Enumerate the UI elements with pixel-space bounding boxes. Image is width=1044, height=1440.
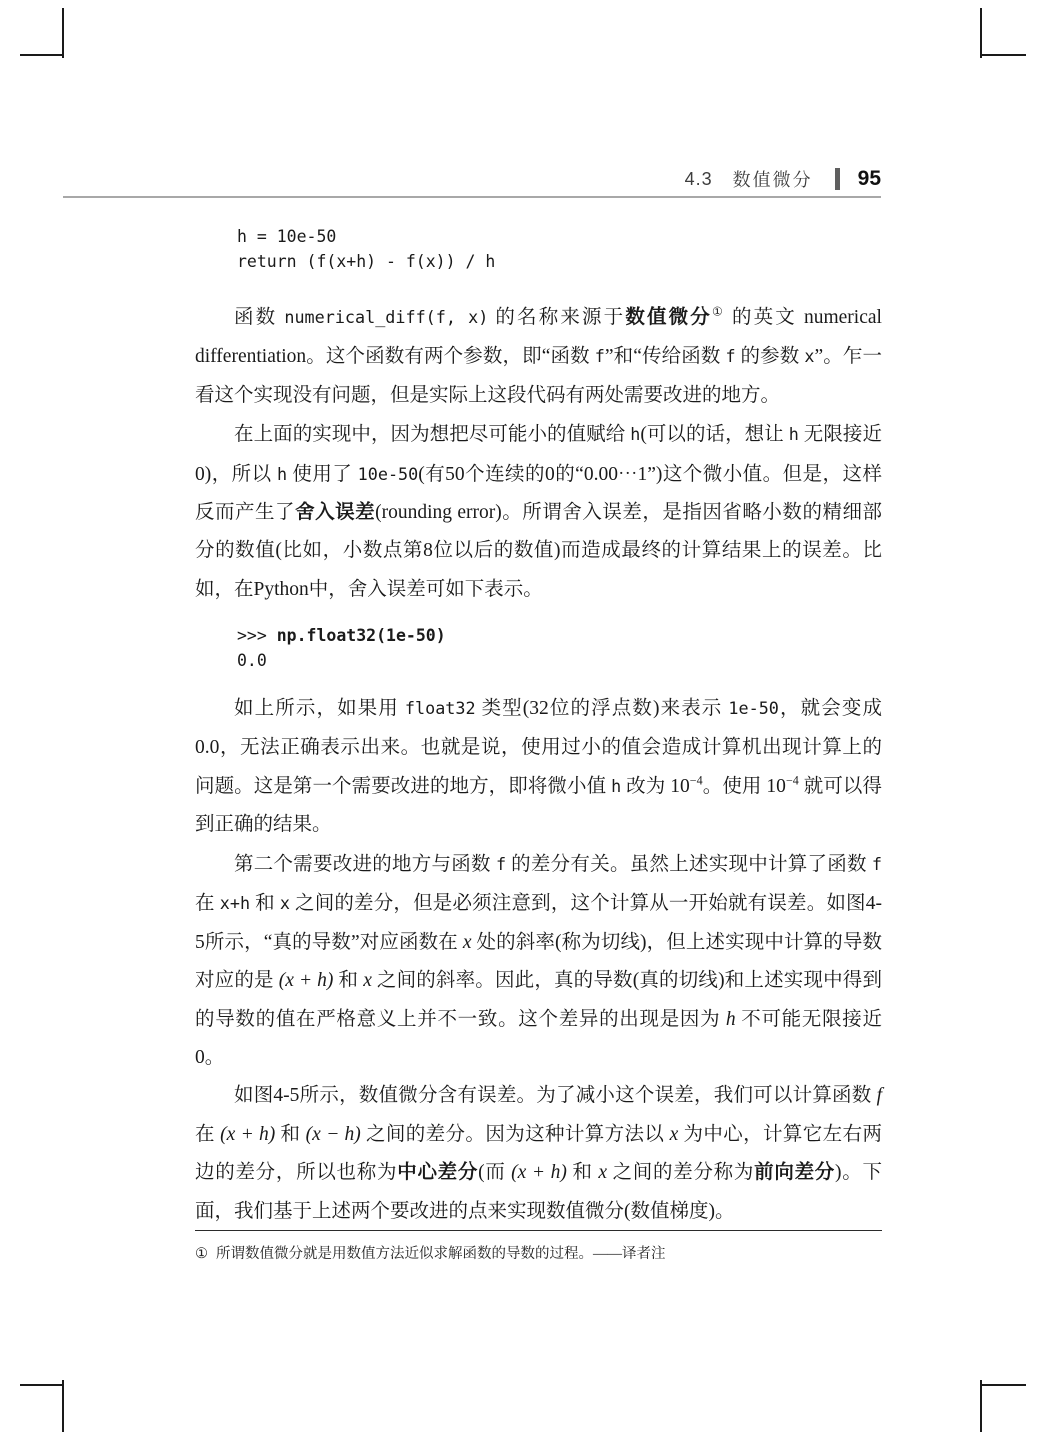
- text-run: (x + h): [511, 1162, 567, 1184]
- text-run: 。使用 10: [702, 776, 786, 798]
- text-run: 在上面的实现中，因为想把尽可能小的值赋给: [234, 424, 631, 446]
- text-run: ，就会变成0.0，无法正确表示出来。也就是说，使用过小的值会造成计算机出现计算上的问题。这是第一个需要改进的地方，即将微小值: [195, 698, 882, 798]
- text-run: h: [630, 424, 641, 445]
- text-run: (有50个连续的0的“0.00⋯1”)这个微小值。但是，这样反而产生了: [195, 463, 882, 524]
- text-run: 的名称来源于: [488, 307, 626, 328]
- text-run: f: [876, 1085, 882, 1107]
- text-run: 10e-50: [357, 463, 419, 484]
- footnote: [195, 1230, 882, 1265]
- footnote-marker: ①: [195, 1246, 208, 1262]
- section-title: 数值微分: [732, 170, 813, 190]
- text-run: (x + h): [278, 970, 334, 992]
- text-run: float32: [404, 698, 476, 719]
- text-run: 改为 10: [621, 776, 690, 798]
- text-run: (rounding error)。所谓舍入误差，是指因省略小数的精细部分的数值(比如，小数点第8位以后的数值)而造成最终的计算结果上的误差。比如，在Python中，舍入误差可如下表示。: [195, 502, 882, 600]
- text-run: h: [611, 776, 622, 797]
- header-rule: [63, 196, 881, 198]
- text-run: 和: [250, 893, 280, 915]
- text-run: 0.0: [237, 651, 267, 671]
- text-run: −4: [785, 773, 799, 788]
- text-run: ”和“传给函数: [604, 346, 726, 368]
- footnote-body: 所谓数值微分就是用数值方法近似求解函数的导数的过程。——译者注: [216, 1246, 666, 1262]
- paragraph-rounding-error: [195, 415, 882, 609]
- text-run: ”。乍一看这个实现没有问题，但是实际上这段代码有两处需要改进的地方。: [195, 346, 883, 406]
- code-line: [237, 648, 882, 673]
- paragraph-float32-problem: [195, 689, 882, 845]
- text-run: return (f(x+h) - f(x)) / h: [237, 252, 496, 271]
- crop-mark-top-right-horizontal: [982, 54, 1026, 56]
- crop-mark-top-left-horizontal: [20, 54, 64, 56]
- text-run: 为中心，计算它左右两边的差分，所以也称为: [195, 1123, 882, 1184]
- text-run: 之间的差分，但是必须注意到，这个计算从一开始就有误差。如图4-5所示，“真的导数”对应函数在: [195, 893, 882, 953]
- text-run: 的英文 numerical differentiation。这个函数有两个参数，即“函数: [195, 307, 882, 368]
- text-run: x+h: [219, 893, 251, 914]
- code-block-numerical-diff-fragment: [237, 224, 882, 274]
- code-line: [237, 249, 882, 274]
- text-run: 中心差分: [397, 1162, 479, 1184]
- crop-mark-bottom-right-horizontal: [982, 1384, 1026, 1386]
- text-run: 不可能无限接近0。: [195, 1008, 882, 1068]
- code-block-python-repl: [237, 623, 882, 673]
- page-content: [195, 218, 882, 1231]
- paragraph-central-difference: [195, 1077, 882, 1231]
- footnote-rule: [195, 1230, 882, 1231]
- text-run: 前向差分: [754, 1162, 836, 1184]
- text-run: )。下面，我们基于上述两个要改进的点来实现数值微分(数值梯度)。: [195, 1162, 882, 1222]
- crop-mark-top-left-vertical: [62, 8, 64, 58]
- text-run: 和: [566, 1162, 599, 1184]
- text-run: h: [276, 463, 288, 484]
- text-run: 就可以得到正确的结果。: [195, 776, 882, 836]
- text-run: f: [594, 346, 605, 367]
- text-run: f: [871, 853, 882, 874]
- text-run: 和: [333, 970, 364, 992]
- text-run: 函数: [234, 307, 285, 328]
- text-run: x: [279, 893, 290, 914]
- text-run: h = 10e-50: [237, 227, 337, 246]
- text-run: h: [725, 1008, 736, 1030]
- text-run: −4: [689, 773, 703, 788]
- text-run: 之间的差分。因为这种计算方法以: [360, 1123, 670, 1145]
- paragraph-function-naming: [195, 298, 882, 415]
- text-run: 在: [195, 1123, 221, 1145]
- text-run: 的参数: [735, 346, 805, 368]
- page-header: [63, 166, 881, 192]
- text-run: (可以的话，想让: [640, 424, 789, 446]
- text-run: 处的斜率(称为切线)，但上述实现中计算的导数对应的是: [195, 931, 882, 992]
- crop-mark-bottom-right-vertical: [980, 1380, 982, 1432]
- page-number: 95: [857, 167, 881, 190]
- text-run: x: [462, 931, 472, 953]
- text-run: x: [804, 346, 815, 367]
- text-run: 之间的差分称为: [606, 1162, 755, 1184]
- crop-mark-top-right-vertical: [980, 8, 982, 58]
- text-run: 无限接近0)，所以: [195, 424, 882, 485]
- text-run: 类型(32位的浮点数)来表示: [475, 698, 729, 720]
- text-run: 在: [195, 893, 220, 915]
- text-run: f: [725, 346, 736, 367]
- footnote-text-line: [195, 1243, 882, 1265]
- code-line: [237, 224, 882, 249]
- text-run: x: [669, 1123, 679, 1145]
- header-divider-bar: [835, 168, 840, 190]
- text-run: 的差分有关。虽然上述实现中计算了函数: [506, 853, 872, 875]
- text-run: x: [363, 970, 372, 992]
- text-run: (x + h): [220, 1123, 276, 1145]
- text-run: 舍入误差: [295, 502, 376, 524]
- text-run: 如上所示，如果用: [234, 698, 405, 720]
- text-run: 之间的斜率。因此，真的导数(真的切线)和上述实现中得到的导数的值在严格意义上并不一致。这个差异的出现是因为: [195, 970, 882, 1030]
- text-run: 数值微分: [625, 307, 712, 328]
- text-run: x: [598, 1162, 607, 1184]
- text-run: >>>: [237, 626, 277, 646]
- text-run: 第二个需要改进的地方与函数: [234, 853, 496, 875]
- text-run: (x − h): [305, 1123, 361, 1145]
- text-run: h: [788, 424, 799, 445]
- text-run: 使用了: [287, 463, 358, 485]
- text-run: 和: [275, 1123, 306, 1145]
- paragraph-difference-issue: [195, 845, 882, 1077]
- text-run: f: [495, 853, 507, 874]
- crop-mark-bottom-left-horizontal: [20, 1384, 64, 1386]
- text-run: numerical_diff(f, x): [284, 307, 489, 327]
- code-line: [237, 623, 882, 648]
- text-run: (而: [478, 1162, 512, 1184]
- text-run: 1e-50: [728, 698, 779, 719]
- text-run: np.float32(1e-50): [276, 626, 446, 646]
- crop-mark-bottom-left-vertical: [62, 1380, 64, 1432]
- section-number: 4.3: [684, 168, 713, 189]
- text-run: 如图4-5所示，数值微分含有误差。为了减小这个误差，我们可以计算函数: [234, 1085, 877, 1107]
- text-run: ①: [711, 304, 725, 319]
